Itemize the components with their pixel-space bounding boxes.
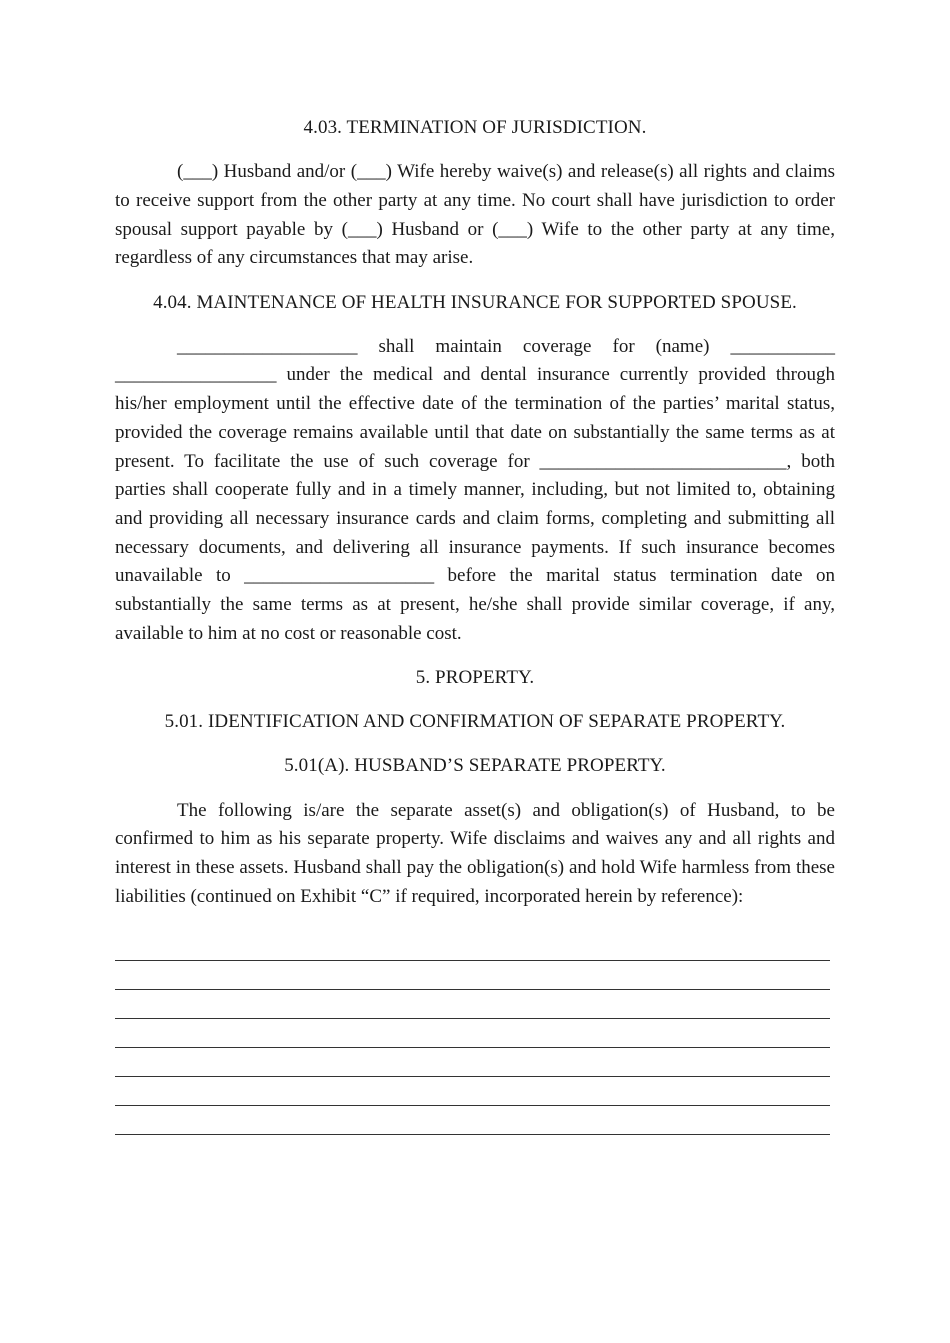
section-5-heading: 5. PROPERTY. <box>415 666 535 688</box>
section-5-01a-paragraph: The following is/are the separate asset(s) and obligation(s) of Husband, to be confirmed to him as his separate property. Wife disclaims and waives any and all rights and interest in these assets. Husband shall pay the obligation(s) and hold Wife harmless from these liabilities (continued on Exhibit “C” if required, incorporated herein by reference): <box>115 799 835 907</box>
fill-in-blank-line[interactable] <box>115 996 835 1025</box>
section-5-01a-heading: 5.01(A). HUSBAND’S SEPARATE PROPERTY. <box>284 755 666 777</box>
fill-in-blank-line[interactable] <box>115 967 835 996</box>
fill-in-blank-line[interactable] <box>115 1054 835 1083</box>
fill-in-blank-line[interactable] <box>115 1083 835 1112</box>
section-5-01-heading: 5.01. IDENTIFICATION AND CONFIRMATION OF SEPARATE PROPERTY. <box>164 711 786 733</box>
section-4-03-heading: 4.03. TERMINATION OF JURISDICTION. <box>303 117 647 138</box>
separate-property-blank-lines <box>115 938 835 1140</box>
document-body <box>115 114 835 1141</box>
section-4-03-paragraph: (___) Husband and/or (___) Wife hereby waive(s) and release(s) all rights and claims to receive support from the other party at any time. No court shall have jurisdiction to order spousal support payable by (___) Husband or (___) Wife to the other party at any time, regardless of any circumstances that may arise. <box>115 161 835 269</box>
fill-in-blank-line[interactable] <box>115 938 835 967</box>
section-4-04-heading: 4.04. MAINTENANCE OF HEALTH INSURANCE FOR SUPPORTED SPOUSE. <box>153 291 797 313</box>
section-4-04-paragraph: ___________________ shall maintain coverage for (name) ___________ _________________ under the medical and dental insurance currently provided through his/her employment until the effective date of the termination of the parties’ marital status, provided the coverage remains available until that date on substantially the same terms as at present. To facilitate the use of such coverage for __________________________, both parties shall cooperate fully and in a timely manner, including, but not limited to, obtaining and providing all necessary insurance cards and claim forms, completing and submitting all necessary documents, and delivering all insurance payments. If such insurance becomes unavailable to ____________________ before the marital status termination date on substantially the same terms as at present, he/she shall provide similar coverage, if any, available to him at no cost or reasonable cost. <box>115 335 835 644</box>
fill-in-blank-line[interactable] <box>115 1112 835 1141</box>
fill-in-blank-line[interactable] <box>115 1025 835 1054</box>
